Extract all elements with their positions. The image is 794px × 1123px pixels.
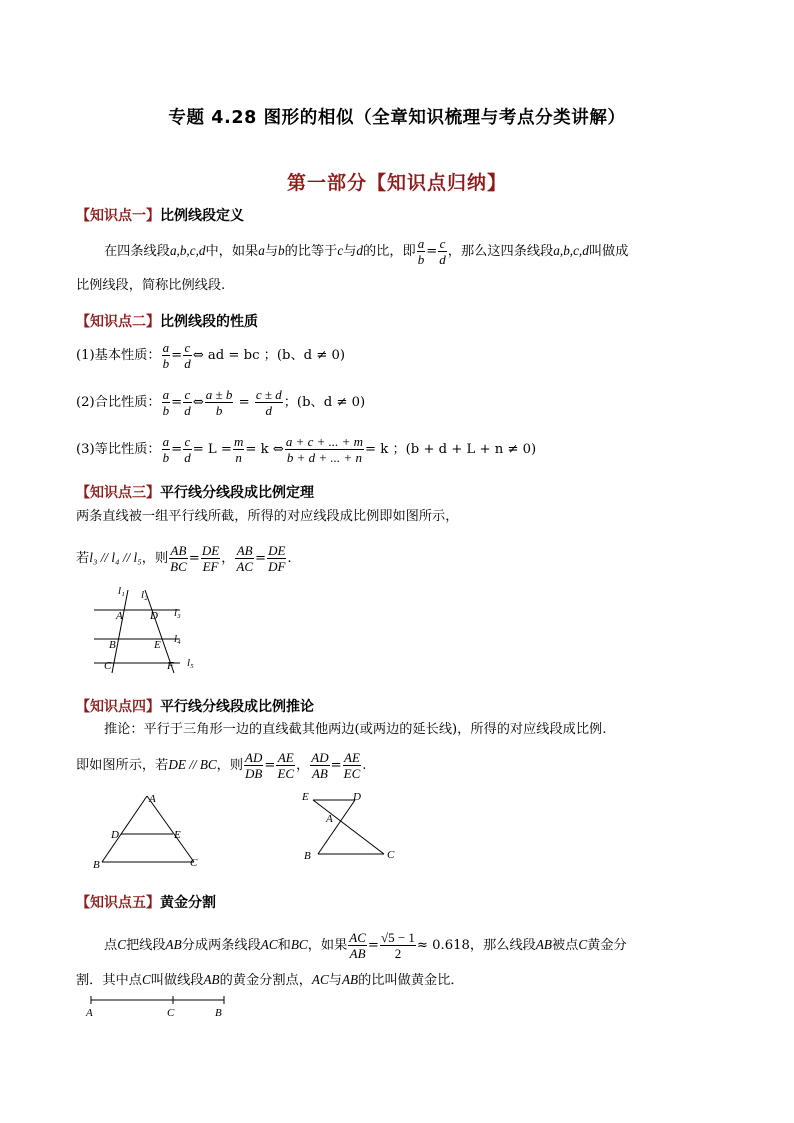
triangle-figure — [88, 790, 198, 870]
tri-label-A: A — [149, 793, 156, 805]
section-heading-3: 【知识点三】平行线分线段成比例定理 — [76, 485, 314, 501]
tri-label-C: C — [190, 857, 198, 869]
cross-label-D: D — [353, 791, 361, 803]
golden-section-figure — [84, 994, 234, 1022]
cross-label-B: B — [304, 850, 311, 862]
cross-label-A: A — [326, 813, 333, 825]
label-l4: l₄ — [174, 633, 181, 645]
seg-label-B: B — [215, 1007, 222, 1019]
label-C: C — [104, 660, 112, 672]
s3-line-1: 两条直线被一组平行线所截，所得的对应线段成比例即如图所示， — [76, 509, 459, 524]
basic-property: (1)基本性质： $\frac{a}{b}$ = $\frac{c}{d}$ ⇔ ad = bc ；(b、d ≠ 0) — [76, 340, 346, 371]
cross-label-C: C — [387, 849, 395, 861]
section-heading-2: 【知识点二】比例线段的性质 — [76, 314, 258, 330]
section-heading-4: 【知识点四】平行线分线段成比例推论 — [76, 699, 314, 715]
label-B: B — [109, 639, 116, 651]
s1-line-1: 在四条线段a,b,c,d中，如果a与b的比等于c与d的比，即 $\frac{a}{b}$ = $\frac{c}{d}$ ，那么这四条线段a,b,c,d叫做成 — [104, 236, 629, 267]
label-D: D — [150, 610, 158, 622]
seg-label-C: C — [167, 1007, 175, 1019]
fraction-a-over-b: $\frac{a}{b}$ — [417, 236, 425, 267]
document-title: 专题 4.28 图形的相似（全章知识梳理与考点分类讲解） — [168, 108, 626, 128]
section-heading-5: 【知识点五】黄金分割 — [76, 895, 216, 911]
label-l2: l₂ — [141, 589, 148, 601]
tri-label-E: E — [174, 829, 181, 841]
label-E: E — [154, 639, 161, 651]
label-A: A — [116, 610, 123, 622]
label-F: F — [167, 660, 174, 672]
equal-ratio-property: (3)等比性质： $\frac{a}{b}$ = $\frac{c}{d}$ = L = $\frac{m}{n}$ = k ⇔ $\frac{a + c + ... + m}{b + d + ... + n}$ = k ；(b + d + L + n ≠ 0) — [76, 434, 537, 465]
fraction-c-over-d: $\frac{c}{d}$ — [439, 236, 446, 267]
s4-line-2: 即如图所示，若DE // BC，则 $\frac{AD}{DB}$ = $\frac{AE}{EC}$ ， $\frac{AD}{AB}$ = $\frac{AE}{EC}$ . — [76, 750, 367, 781]
s3-line-2: 若l₃ // l₄ // l₅，则 $\frac{AB}{BC}$ = $\frac{DE}{EF}$ ， $\frac{AB}{AC}$ = $\frac{DE}{DF}$ . — [76, 543, 292, 574]
s4-line-1: 推论：平行于三角形一边的直线截其他两边(或两边的延长线)，所得的对应线段成比例. — [104, 722, 607, 737]
s5-line-2: 割．其中点C叫做线段AB的黄金分割点，AC与AB的比叫做黄金比． — [76, 972, 464, 988]
label-l5: l₅ — [187, 657, 194, 669]
section-heading-1: 【知识点一】比例线段定义 — [76, 208, 244, 224]
s5-line-1: 点C把线段AB分成两条线段AC和BC，如果 $\frac{AC}{AB}$ = $\frac{√5 - 1}{2}$ ≈ 0.618，那么线段AB被点C黄金分 — [104, 930, 627, 961]
label-l3: l₃ — [174, 607, 181, 619]
label-l1: l₁ — [118, 585, 125, 597]
s1-line-2: 比例线段，简称比例线段. — [76, 278, 226, 293]
cross-label-E: E — [302, 791, 309, 803]
compound-property: (2)合比性质： $\frac{a}{b}$ = $\frac{c}{d}$ ⇔ $\frac{a \pm b}{b}$ = $\frac{c \pm d}{d}$ ；(b、d ≠ 0) — [76, 387, 366, 418]
crossed-triangle-figure — [298, 788, 408, 864]
tri-label-D: D — [111, 829, 119, 841]
seg-label-A: A — [86, 1007, 93, 1019]
parallel-lines-figure — [88, 585, 198, 675]
tri-label-B: B — [93, 859, 100, 870]
part-heading: 第一部分【知识点归纳】 — [286, 172, 507, 194]
